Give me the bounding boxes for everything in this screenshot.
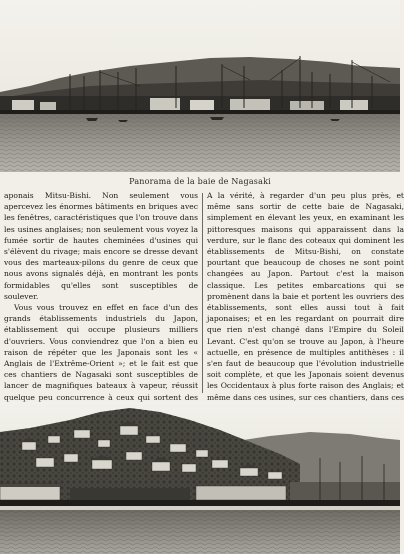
shipyard-engraving <box>0 0 400 172</box>
right-paragraph-1: A la vérité, à regarder d'un peu plus près, et même sans sortir de cette baie de Nagasaki, simplement en élevant les yeux, en examinant les pittoresques maisons qui apparaissent dans la verdure, sur le flanc des coteaux qui dominent les établissements de Mitsu-Bishi, on constate pourtant que beaucoup de choses ne sont point changées au Japon. Partout c'est la maison classique. Les petites embarcations qui se promènent dans la baie et portent les ouvriers des établissements, sont elles aussi tout à fait japonaises; et en les regardant on pourrait dire que rien n'est changé dans l'Empire du Soleil Levant. C'est qu'on se trouve au Japon, à l'heure actuelle, en présence de multiples antithèses : il s'en faut de beaucoup que l'évolution industrielle soit complète, et que les Japonais soient devenus les Occidentaux à plus forte raison des Anglais; et même dans ces usines, sur ces chantiers, dans ces <box>207 191 404 402</box>
article-body <box>0 190 404 402</box>
left-paragraph-2: Vous vous trouvez en effet en face d'un des grands établissements industriels du Japon, établissement qui occupe plusieurs milliers d'ouvriers. Vous conviendrez que l'on a bien eu raison de répéter que les Japonais sont les « Anglais de l'Extrême-Orient »; et le fait est que ces chantiers de Nagasaki sont susceptibles de lancer de magnifiques bateaux à vapeur, réussit quelque peu concurrence à ceux qui sortent des <box>4 303 198 402</box>
photo-nagasaki-hillside <box>0 402 400 554</box>
column-divider <box>202 193 203 393</box>
left-column <box>0 190 198 402</box>
left-paragraph-1: aponais Mitsu-Bishi. Non seulement vous apercevez les énormes bâtiments en briques avec les fenêtres, caractéristiques que l'on trouve dans les usines anglaises; non seulement vous voyez la fumée sortir de hautes cheminées d'usines qui s'élèvent du rivage; mais encore se dresse devant vous des marteaux-pilons du genre de ceux que nous avons signalés déjà, en montrant les ponts formidables qu'elles sont susceptibles de soulever. <box>4 191 198 301</box>
photo-caption: Panorama de la baie de Nagasaki <box>129 177 271 186</box>
right-column <box>207 190 404 402</box>
hillside-town-engraving <box>0 402 400 554</box>
photo-nagasaki-shipyard <box>0 0 400 172</box>
